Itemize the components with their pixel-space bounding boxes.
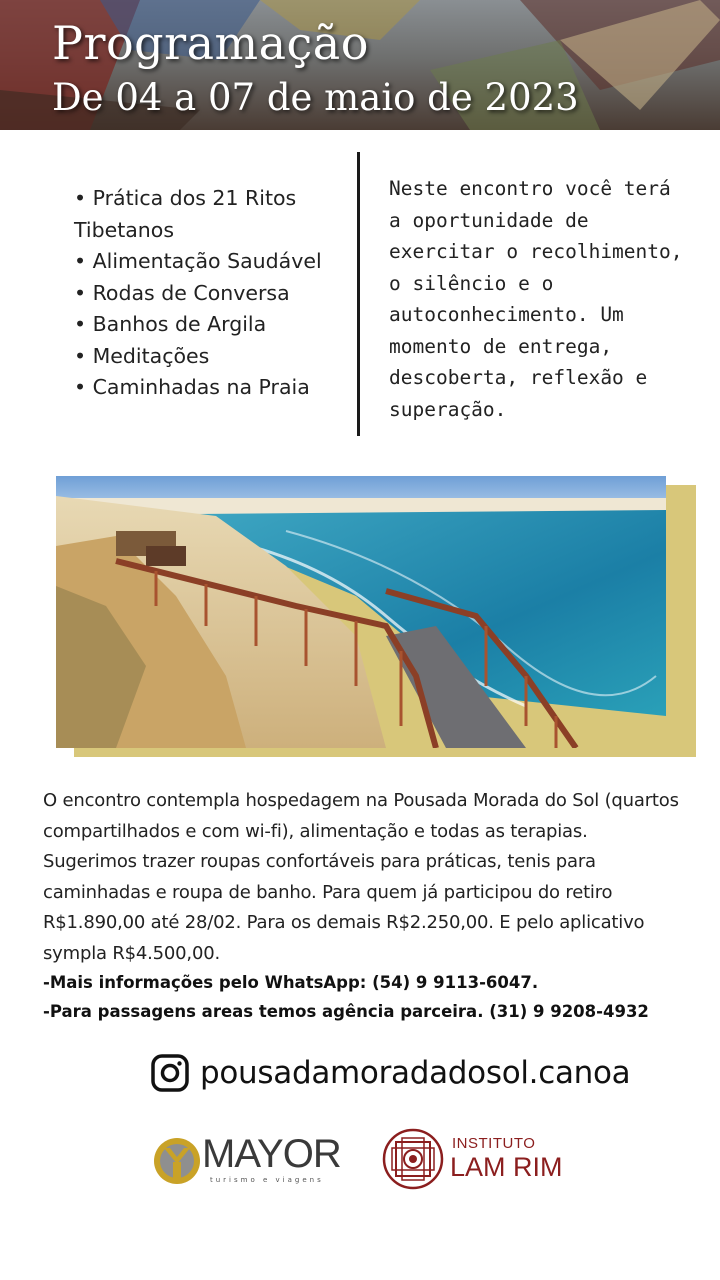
mayor-tagline: turismo e viagens xyxy=(210,1176,324,1184)
activity-list xyxy=(74,183,344,404)
list-item: • Banhos de Argila xyxy=(74,312,267,336)
lamrim-logo xyxy=(382,1127,602,1192)
mayor-emblem-icon xyxy=(152,1136,202,1186)
header-banner xyxy=(0,0,720,130)
lamrim-name: LAM RIM xyxy=(450,1152,563,1182)
beach-photo xyxy=(56,476,666,748)
list-item: • Meditações xyxy=(74,343,210,368)
travel-agency-contact: -Para passagens areas temos agência parceira. (31) 9 9208-4932 xyxy=(43,1002,649,1021)
lamrim-institute-label: INSTITUTO xyxy=(452,1135,536,1152)
list-item: • Prática dos 21 Ritos Tibetanos xyxy=(74,186,297,242)
mayor-wordmark: MAYOR xyxy=(202,1132,341,1176)
details-text: O encontro contempla hospedagem na Pousada Morada do Sol (quartos compartilhados e com wi-fi), alimentação e todas as terapias. Sugerimos trazer roupas confortáveis para práticas, tenis para caminhadas e roupa de banho. Para quem já participou do retiro R$1.890,00 até 28/02. Para os demais R$2.250,00. E pelo aplicativo sympla R$4.500,00. xyxy=(43,790,679,964)
list-item: • Caminhadas na Praia xyxy=(74,375,310,399)
page-title: Programação xyxy=(52,16,369,70)
instagram-handle[interactable] xyxy=(150,1048,630,1098)
instagram-handle-text: pousadamoradadosol.canoa xyxy=(200,1055,631,1091)
list-item: • Alimentação Saudável xyxy=(74,249,322,273)
whatsapp-contact: -Mais informações pelo WhatsApp: (54) 9 9113-6047. xyxy=(43,973,539,992)
mayor-logo xyxy=(150,1130,350,1190)
mandala-icon xyxy=(382,1128,444,1190)
event-dates: De 04 a 07 de maio de 2023 xyxy=(52,76,579,119)
instagram-icon xyxy=(150,1053,190,1093)
vertical-divider xyxy=(357,152,360,436)
list-item: • Rodas de Conversa xyxy=(74,280,290,305)
intro-text: Neste encontro você terá a oportunidade de exercitar o recolhimento, o silêncio e o autoconhecimento. Um momento de entrega, descoberta, reflexão e superação. xyxy=(389,177,683,421)
